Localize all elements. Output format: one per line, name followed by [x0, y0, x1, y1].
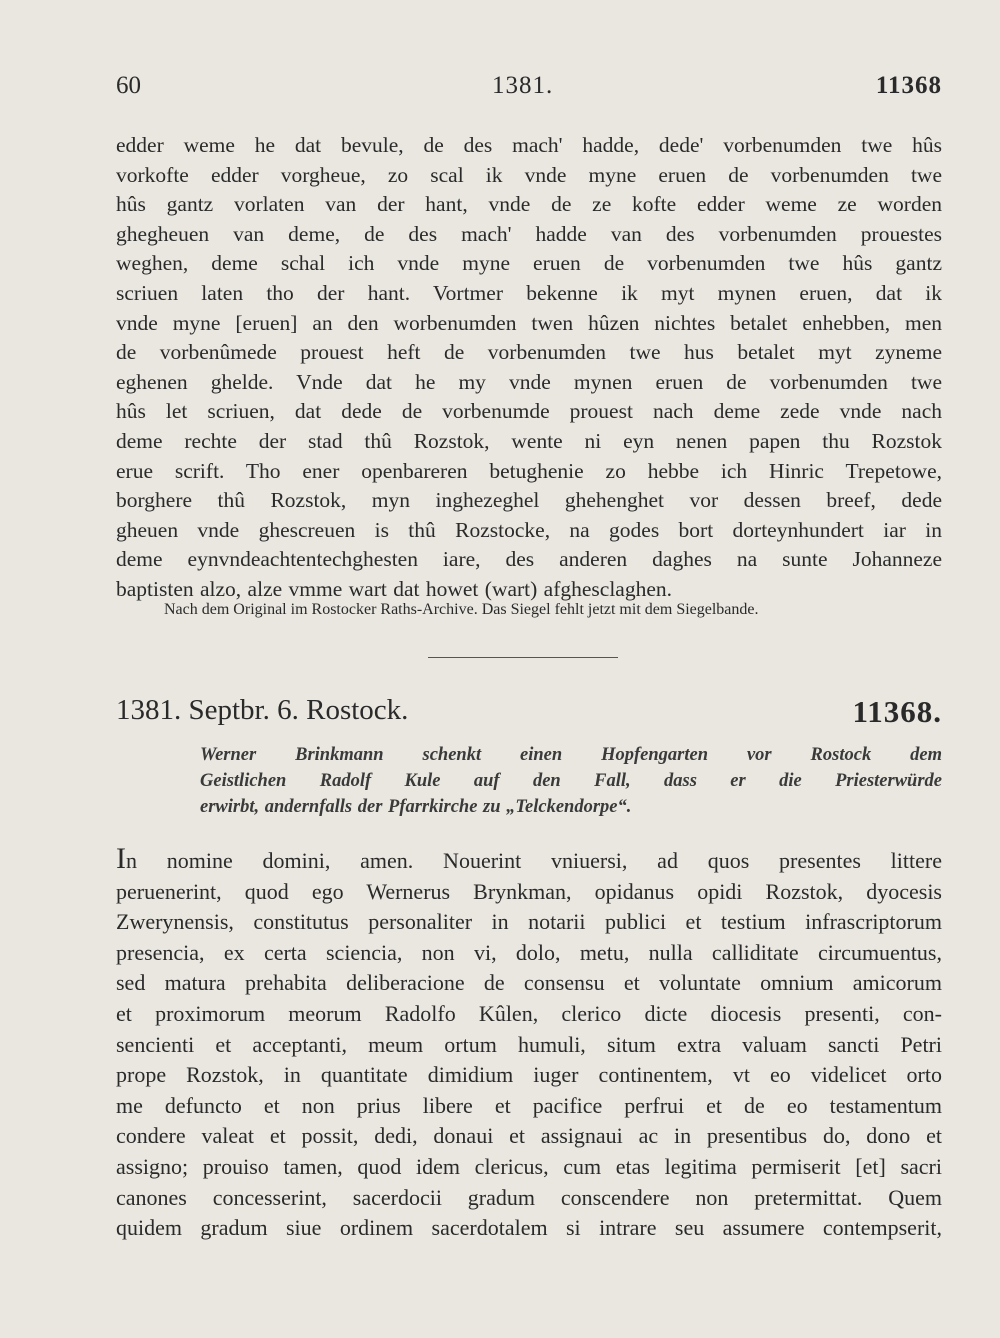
text-line: prope Rozstok, in quantitate dimidium iuger continentem, vt eo videlicet orto [116, 1062, 942, 1088]
regest-line: Werner Brinkmann schenkt einen Hopfengarten vor Rostock dem [200, 745, 942, 765]
text-line: Zwerynensis, constitutus personaliter in notarii publici et testium infrascriptorum [116, 909, 942, 935]
text-line: de vorbenûmede prouest heft de vorbenumden twe hus betalet myt zyneme [116, 340, 942, 365]
text-line: ghegheuen van deme, de des mach' hadde van des vorbenumden prouestes [116, 221, 942, 246]
text-line: baptisten alzo, alze vmme wart dat howet (wart) afghesclaghen. [116, 576, 673, 601]
first-line-text: n nomine domini, amen. Nouerint vniuersi, ad quos presentes littere [126, 848, 942, 873]
text-line-first [116, 842, 942, 877]
source-note: Nach dem Original im Rostocker Raths-Archive. Das Siegel fehlt jetzt mit dem Siegelbande. [164, 601, 759, 618]
regest-line: erwirbt, andernfalls der Pfarrkirche zu „Telckendorpe“. [200, 797, 632, 817]
text-line: eghenen ghelde. Vnde dat he my vnde mynen eruen de vorbenumden twe [116, 369, 942, 394]
text-line: edder weme he dat bevule, de des mach' hadde, dede' vorbenumden twe hûs [116, 133, 942, 157]
section-divider [428, 657, 618, 658]
text-line: scriuen laten tho der hant. Vortmer bekenne ik myt mynen eruen, dat ik [116, 280, 942, 305]
document-number: 11368. [852, 694, 942, 729]
running-head-document-number: 11368 [875, 72, 942, 99]
initial-letter: I [116, 842, 126, 875]
text-line: sed matura prehabita deliberacione de consensu et voluntate omnium amicorum [116, 970, 942, 996]
text-line: hûs let scriuen, dat dede de vorbenumde prouest nach deme zede vnde nach [116, 399, 942, 424]
text-line: sencienti et acceptanti, meum ortum humuli, situm extra valuam sancti Petri [116, 1031, 942, 1057]
document-header [116, 694, 942, 738]
text-line: borghere thû Rozstok, myn inghezeghel ghehenghet vor dessen breef, dede [116, 488, 942, 513]
text-line: peruenerint, quod ego Wernerus Brynkman, opidanus opidi Rozstok, dyocesis [116, 878, 942, 904]
regest-line: Geistlichen Radolf Kule auf den Fall, dass er die Priesterwürde [200, 771, 942, 791]
regest-summary [200, 742, 942, 820]
text-line: erue scrift. Tho ener openbareren betughenie zo hebbe ich Hinric Trepetowe, [116, 458, 942, 483]
text-line: deme eynvndeachtentechghesten iare, des anderen daghes na sunte Johanneze [116, 547, 942, 572]
text-line: et proximorum meorum Radolfo Kûlen, clerico dicte diocesis presenti, con- [116, 1000, 942, 1026]
text-line: assigno; prouiso tamen, quod idem clericus, cum etas legitima permiserit [et] sacri [116, 1153, 942, 1179]
text-line: presencia, ex certa sciencia, non vi, dolo, metu, nulla calliditate circumuentus, [116, 939, 942, 965]
text-line: vnde myne [eruen] an den worbenumden twen hûzen nichtes betalet enhebben, men [116, 310, 942, 335]
text-line: vorkofte edder vorgheue, zo scal ik vnde myne eruen de vorbenumden twe [116, 162, 942, 187]
text-line: canones concesserint, sacerdocii gradum conscendere non pretermittat. Quem [116, 1184, 942, 1210]
charter-text [116, 842, 942, 1244]
page-number: 60 [116, 72, 141, 99]
running-head-year: 1381. [492, 72, 554, 99]
document-date-place: 1381. Septbr. 6. Rostock. [116, 694, 409, 726]
text-line: hûs gantz vorlaten van der hant, vnde de ze kofte edder weme ze worden [116, 192, 942, 217]
text-line: weghen, deme schal ich vnde myne eruen de vorbenumden twe hûs gantz [116, 251, 942, 276]
text-line: deme rechte der stad thû Rozstok, wente ni eyn nenen papen thu Rozstok [116, 428, 942, 453]
text-line: quidem gradum siue ordinem sacerdotalem si intrare seu assumere contempserit, [116, 1215, 942, 1241]
text-line: condere valeat et possit, dedi, donaui et assignaui ac in presentibus do, dono et [116, 1123, 942, 1149]
continued-paragraph [116, 131, 942, 605]
text-line: gheuen vnde ghescreuen is thû Rozstocke, na godes bort dorteynhundert iar in [116, 517, 942, 542]
text-line: me defuncto et non prius libere et pacifice perfrui et de eo testamentum [116, 1092, 942, 1118]
running-head [116, 72, 942, 108]
